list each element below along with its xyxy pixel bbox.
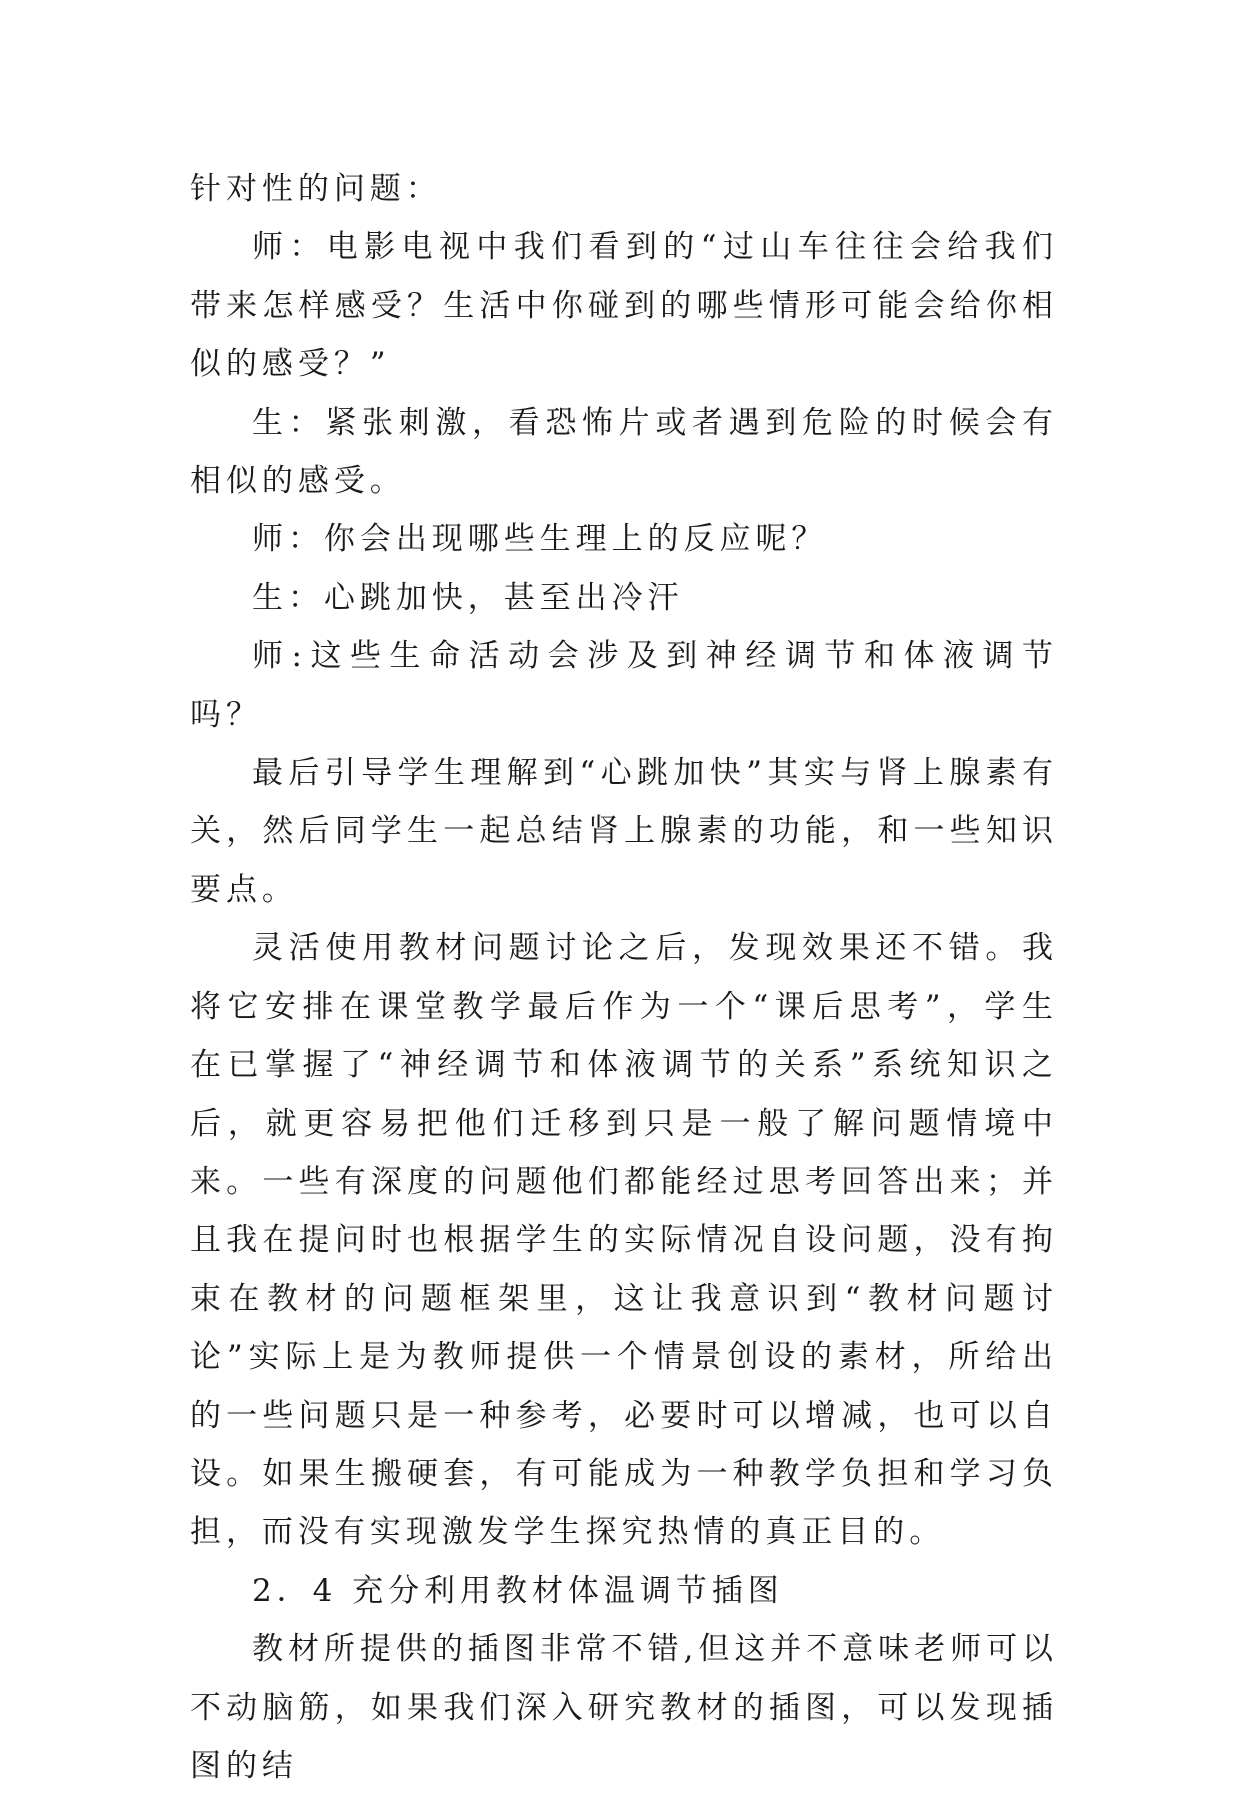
paragraph-student-answer-2: 生：心跳加快，甚至出冷汗 [252,579,684,616]
paragraph-continuation: 针对性的问题： [190,171,442,207]
paragraph-illustration: 教材所提供的插图非常不错,但这并不意味老师可以不动脑筋，如果我们深入研究教材的插图，可以发现插图的结 [190,1631,1058,1784]
paragraph-teacher-question-2: 师：你会出现哪些生理上的反应呢？ [252,521,828,558]
section-heading: 2．4 充分利用教材体温调节插图 [252,1572,784,1609]
paragraph-summary: 最后引导学生理解到“心跳加快”其实与肾上腺素有关，然后同学生一起总结肾上腺素的功能，和一些知识要点。 [190,755,1058,908]
paragraph-student-answer-1: 生：紧张刺激，看恐怖片或者遇到危险的时候会有相似的感受。 [190,404,1058,500]
body-text [190,160,1058,1795]
paragraph-teacher-question-3: 师:这些生命活动会涉及到神经调节和体液调节吗？ [190,638,1058,733]
paragraph-reflection: 灵活使用教材问题讨论之后，发现效果还不错。我将它安排在课堂教学最后作为一个“课后思考”，学生在已掌握了“神经调节和体液调节的关系”系统知识之后，就更容易把他们迁移到只是一般了解问题情境中来。一些有深度的问题他们都能经过思考回答出来；并且我在提问时也根据学生的实际情况自设问题，没有拘束在教材的问题框架里，这让我意识到“教材问题讨论”实际上是为教师提供一个情景创设的素材，所给出的一些问题只是一种参考，必要时可以增减，也可以自设。如果生搬硬套，有可能成为一种教学负担和学习负担，而没有实现激发学生探究热情的真正目的。 [190,930,1058,1551]
paragraph-teacher-question-1: 师：电影电视中我们看到的“过山车往往会给我们带来怎样感受？生活中你碰到的哪些情形可能会给你相似的感受？” [190,229,1058,383]
